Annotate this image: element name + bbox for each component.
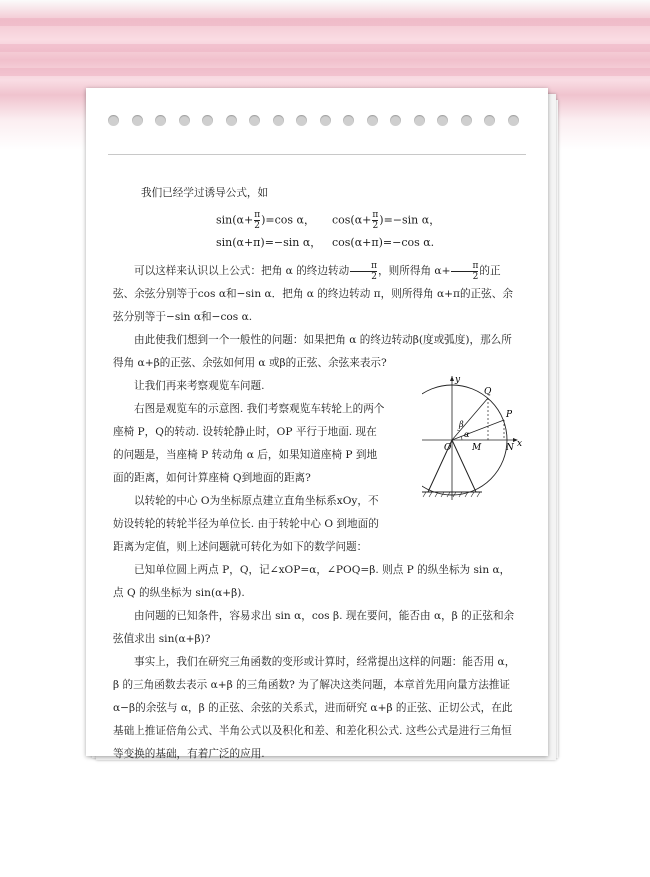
binder-hole <box>367 115 378 126</box>
formula-4: cos(α+π)=−cos α. <box>332 236 435 249</box>
binder-hole <box>108 115 119 126</box>
y-axis-arrow <box>450 376 454 381</box>
binder-hole <box>226 115 237 126</box>
background-stripe <box>0 68 650 76</box>
binder-hole <box>155 115 166 126</box>
binder-hole <box>296 115 307 126</box>
beta-arc <box>457 430 460 431</box>
binder-hole <box>390 115 401 126</box>
fraction: $\frac{\pi}{2}$ <box>372 210 379 231</box>
paragraph-1: 可以这样来认识以上公式：把角 α 的终边转动 $\frac{\pi}{2}$ ，则所得角 α+ $\frac{\pi}{2}$ 的正弦、余弦分别等于cos α和−sin α．把角 α 的终边转动 π，则所得角 α+π的正弦、余弦分别等于−sin α和−cos α. <box>113 260 513 323</box>
binder-hole <box>461 115 472 126</box>
paragraph-7: 由问题的已知条件，容易求出 sin α，cos β. 现在要问，能否由 α，β 的正弦和余弦值求出 sin(α+β)? <box>113 610 515 645</box>
binder-hole <box>414 115 425 126</box>
ground-hatch <box>423 492 480 497</box>
formula-2 <box>332 210 440 231</box>
binder-hole <box>273 115 284 126</box>
binder-hole <box>508 115 519 126</box>
formula-text: )=−sin α， <box>379 213 441 227</box>
paragraph-2: 由此使我们想到一个一般性的问题：如果把角 α 的终边转动β(度或弧度)，那么所得角 α+β的正弦、余弦如何用 α 或β的正弦、余弦来表示? <box>113 334 512 369</box>
background-stripe <box>0 44 650 52</box>
binder-hole <box>484 115 495 126</box>
label-x: x <box>517 439 523 449</box>
paragraph-5: 以转轮的中心 O为坐标原点建立直角坐标系xOy，不妨设转轮的转轮半径为单位长. 由于转轮中心 O 到地面的距离为定值，则上述问题就可转化为如下的数学问题： <box>113 495 379 553</box>
binder-hole <box>132 115 143 126</box>
paragraph-4: 右图是观览车的示意图. 我们考察观览车转轮上的两个座椅 P，Q的转动. 设转轮静止时，OP 平行于地面. 现在的问题是，当座椅 P 转动角 α 后，如果知道座椅 P 到地面的距离，如何计算座椅 Q到地面的距离? <box>113 403 385 484</box>
label-y: y <box>455 375 461 385</box>
notebook-page <box>86 88 548 760</box>
label-O: O <box>444 443 452 453</box>
label-N: N <box>506 443 514 453</box>
ray-OQ <box>452 398 488 440</box>
label-Q: Q <box>484 387 492 397</box>
binder-hole <box>179 115 190 126</box>
binder-hole <box>343 115 354 126</box>
label-P: P <box>506 410 513 420</box>
body-text <box>113 260 517 766</box>
formula-text: cos(α+ <box>332 213 372 227</box>
formula-1 <box>216 210 315 231</box>
label-beta: β <box>459 420 464 429</box>
paragraph-8: 事实上，我们在研究三角函数的变形或计算时，经常提出这样的问题：能否用 α，β 的三角函数去表示 α+β 的三角函数? 为了解决这类问题，本章首先用向量方法推证 α−β的余弦与 α，β 的正弦、余弦的关系式，进而研究 α+β 的正弦、正切公式，在此基础上推证倍角公式、半角公式以及积化和差、和差化积公式. 这些公式是进行三角恒等变换的基础，有着广泛的应用. <box>113 656 516 760</box>
paragraph-6: 已知单位圆上两点 P，Q，记∠xOP=α，∠POQ=β. 则点 P 的纵坐标为 sin α，点 Q 的纵坐标为 sin(α+β). <box>113 564 511 599</box>
label-M: M <box>472 443 482 453</box>
intro-text: 我们已经学过诱导公式，如 <box>141 187 269 199</box>
formula-text: sin(α+ <box>216 213 254 227</box>
fraction: $\frac{\pi}{2}$ <box>451 261 478 282</box>
fraction: $\frac{\pi}{2}$ <box>254 210 261 231</box>
header-rule <box>108 154 526 155</box>
formula-3: sin(α+π)=−sin α， <box>216 236 322 249</box>
label-alpha: α <box>464 430 470 439</box>
ferris-wheel-figure <box>422 374 542 502</box>
binder-hole <box>437 115 448 126</box>
binder-hole <box>202 115 213 126</box>
intro-line <box>113 182 517 205</box>
binder-hole <box>320 115 331 126</box>
formula-text: )=cos α， <box>261 213 315 227</box>
binder-hole <box>249 115 260 126</box>
binder-holes <box>108 115 528 129</box>
fraction: $\frac{\pi}{2}$ <box>350 261 377 282</box>
paragraph-3: 让我们再来考察观览车问题. <box>134 380 265 392</box>
background-stripe <box>0 18 650 26</box>
